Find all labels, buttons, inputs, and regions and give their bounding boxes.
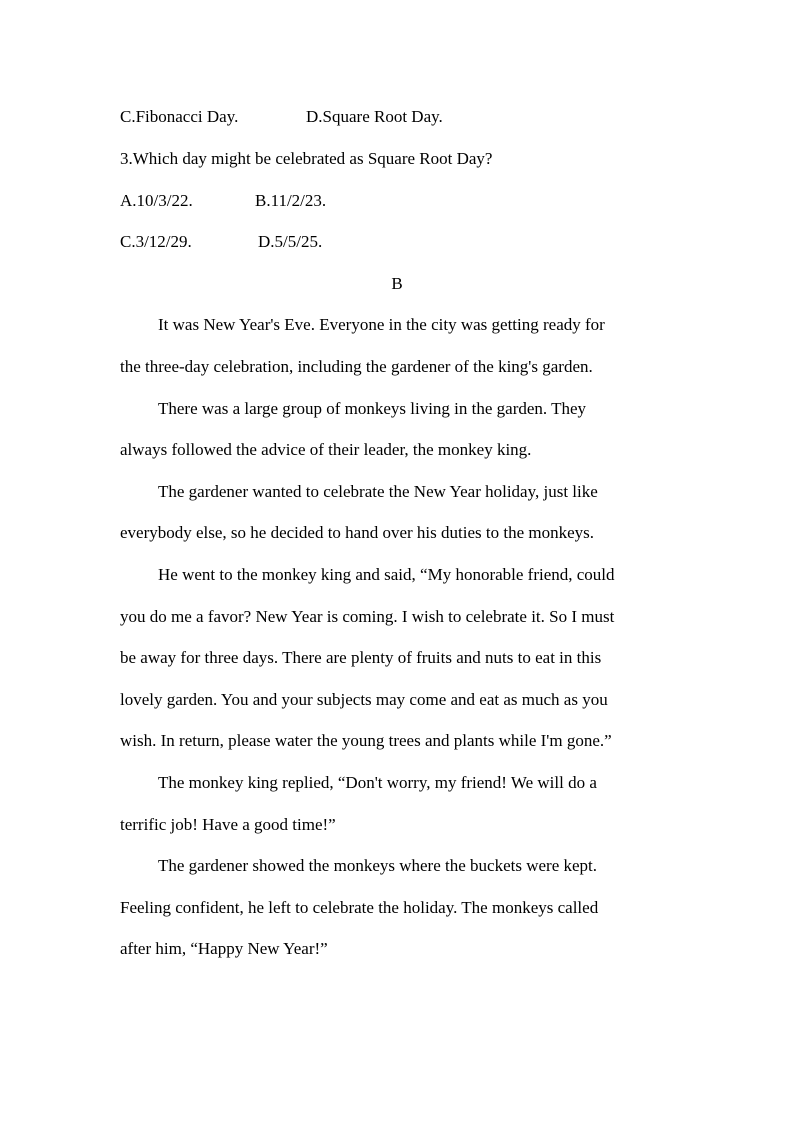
passage-line: There was a large group of monkeys living in the garden. They [158,399,587,418]
option-c: C.Fibonacci Day. [120,107,239,126]
passage-line: Feeling confident, he left to celebrate the holiday. The monkeys called [120,898,599,917]
passage-line: lovely garden. You and your subjects may come and eat as much as you [120,690,608,709]
section-heading: B [391,274,403,293]
passage-line: wish. In return, please water the young trees and plants while I'm gone.” [120,731,612,750]
passage-line: The monkey king replied, “Don't worry, my friend! We will do a [158,773,597,792]
option-b: B.11/2/23. [255,191,327,210]
passage-line: The gardener showed the monkeys where the buckets were kept. [158,856,598,875]
passage-line: everybody else, so he decided to hand over his duties to the monkeys. [120,523,594,542]
question-3-options-ab [120,191,327,211]
option-d: D.5/5/25. [258,232,323,251]
question-3-options-cd [120,232,323,252]
passage-line: always followed the advice of their leader, the monkey king. [120,440,532,459]
option-d: D.Square Root Day. [306,107,443,126]
passage-line: you do me a favor? New Year is coming. I wish to celebrate it. So I must [120,607,615,626]
question-2-options-cd [120,107,443,127]
passage-line: It was New Year's Eve. Everyone in the city was getting ready for [158,315,605,334]
passage-line: He went to the monkey king and said, “My honorable friend, could [158,565,615,584]
passage-line: terrific job! Have a good time!” [120,815,336,834]
passage-line: The gardener wanted to celebrate the New Year holiday, just like [158,482,598,501]
passage-line: the three-day celebration, including the gardener of the king's garden. [120,357,593,376]
passage-line: after him, “Happy New Year!” [120,939,328,958]
option-a: A.10/3/22. [120,191,193,210]
passage-line: be away for three days. There are plenty of fruits and nuts to eat in this [120,648,602,667]
option-c: C.3/12/29. [120,232,192,251]
question-3-stem: 3.Which day might be celebrated as Square Root Day? [120,149,493,168]
